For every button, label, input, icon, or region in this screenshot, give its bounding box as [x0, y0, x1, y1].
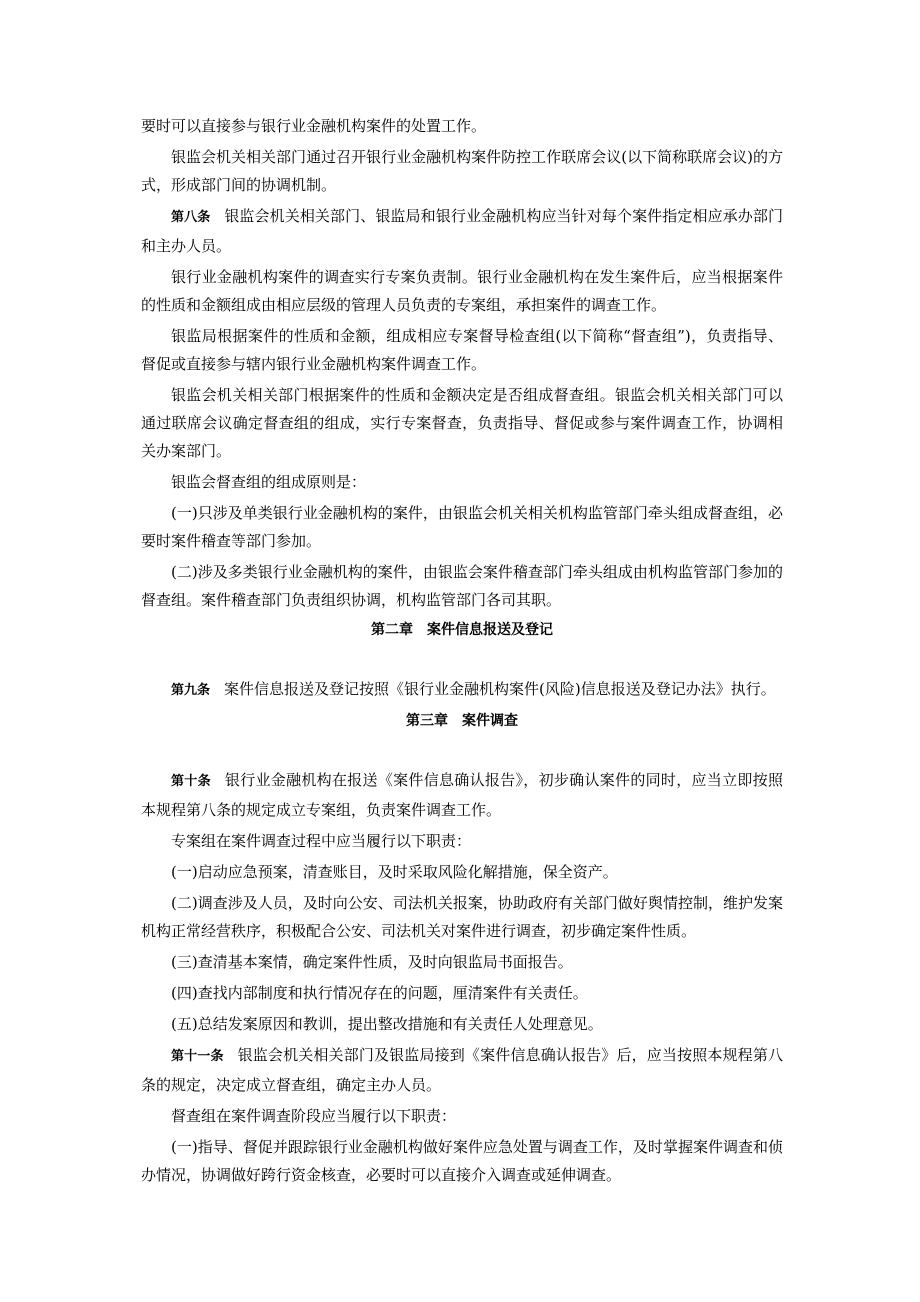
- article-text: 案件信息报送及登记按照《银行业金融机构案件(风险)信息报送及登记办法》执行。: [224, 680, 776, 698]
- list-item: (一)指导、督促并跟踪银行业金融机构做好案件应急处置与调查工作，及时掌握案件调查和侦办情况，协调做好跨行资金核查，必要时可以直接介入调查或延伸调查。: [141, 1138, 783, 1184]
- paragraph: 银监会督查组的组成原则是：: [171, 473, 367, 491]
- paragraph: 督查组在案件调查阶段应当履行以下职责：: [171, 1107, 457, 1125]
- article-label: 第十一条: [171, 1049, 224, 1064]
- paragraph: 银监局根据案件的性质和金额，组成相应专案督导检查组(以下简称“督查组”)，负责指导、督促或直接参与辖内银行业金融机构案件调查工作。: [141, 327, 783, 373]
- list-item: (三)查清基本案情，确定案件性质，及时向银监局书面报告。: [171, 953, 573, 971]
- article-label: 第十条: [171, 774, 211, 789]
- spacer: [141, 735, 783, 763]
- article-10-paragraph: [141, 766, 783, 824]
- spacer: [141, 644, 783, 672]
- list-item: (一)只涉及单类银行业金融机构的案件，由银监会机关相关机构监管部门牵头组成督查组，必要时案件稽查等部门参加。: [141, 504, 783, 550]
- paragraph: 银监会机关相关部门通过召开银行业金融机构案件防控工作联席会议(以下简称联席会议)的方式，形成部门间的协调机制。: [141, 148, 783, 194]
- chapter-2-heading: 第二章 案件信息报送及登记: [371, 622, 553, 638]
- article-11-paragraph: [141, 1041, 783, 1099]
- article-8-paragraph: [141, 202, 783, 260]
- paragraph: 银行业金融机构案件的调查实行专案负责制。银行业金融机构在发生案件后，应当根据案件的性质和金额组成由相应层级的管理人员负责的专案组，承担案件的调查工作。: [141, 268, 783, 314]
- article-text: 银监会机关相关部门、银监局和银行业金融机构应当针对每个案件指定相应承办部门和主办人员。: [141, 207, 783, 255]
- paragraph: 专案组在案件调查过程中应当履行以下职责：: [171, 832, 472, 850]
- article-text: 银监会机关相关部门及银监局接到《案件信息确认报告》后，应当按照本规程第八条的规定，决定成立督查组，确定主办人员。: [141, 1046, 783, 1094]
- paragraph: 银监会机关相关部门根据案件的性质和金额决定是否组成督查组。银监会机关相关部门可以通过联席会议确定督查组的组成，实行专案督查，负责指导、督促或参与案件调查工作，协调相关办案部门。: [141, 386, 783, 460]
- article-label: 第九条: [171, 683, 211, 698]
- document-page: [141, 112, 783, 1189]
- paragraph-continuation: 要时可以直接参与银行业金融机构案件的处置工作。: [141, 117, 487, 135]
- article-9-paragraph: [141, 675, 783, 705]
- chapter-3-heading: 第三章 案件调查: [406, 713, 518, 729]
- article-text: 银行业金融机构在报送《案件信息确认报告》，初步确认案件的同时，应当立即按照本规程第八条的规定成立专案组，负责案件调查工作。: [141, 771, 783, 819]
- list-item: (二)调查涉及人员，及时向公安、司法机关报案，协助政府有关部门做好舆情控制，维护发案机构正常经营秩序，积极配合公安、司法机关对案件进行调查，初步确定案件性质。: [141, 894, 783, 940]
- list-item: (四)查找内部制度和执行情况存在的问题，厘清案件有关责任。: [171, 984, 588, 1002]
- list-item: (一)启动应急预案，清查账目，及时采取风险化解措施，保全资产。: [171, 863, 618, 881]
- list-item: (五)总结发案原因和教训，提出整改措施和有关责任人处理意见。: [171, 1015, 603, 1033]
- list-item: (二)涉及多类银行业金融机构的案件，由银监会案件稽查部门牵头组成由机构监管部门参加的督查组。案件稽查部门负责组织协调，机构监管部门各司其职。: [141, 563, 783, 609]
- article-label: 第八条: [171, 210, 211, 225]
